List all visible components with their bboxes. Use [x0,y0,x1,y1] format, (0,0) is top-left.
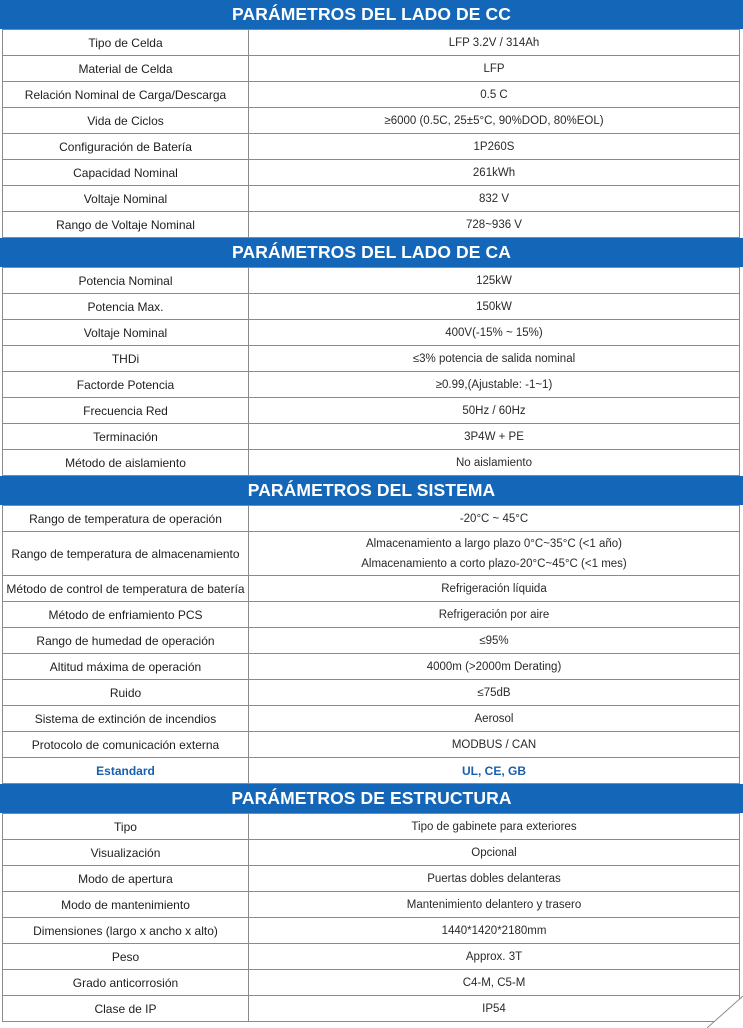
table-row [3,654,740,680]
row-label: Dimensiones (largo x ancho x alto) [3,918,249,944]
row-value: Refrigeración por aire [249,602,740,628]
table-row [3,56,740,82]
page-corner-fold-icon [707,996,743,1028]
table-row [3,840,740,866]
row-value: C4-M, C5-M [249,970,740,996]
row-label: Modo de apertura [3,866,249,892]
table-row [3,996,740,1022]
row-value: LFP [249,56,740,82]
table-row [3,134,740,160]
table-row [3,294,740,320]
section-title: PARÁMETROS DEL LADO DE CA [0,238,743,267]
row-value-line: Almacenamiento a corto plazo-20°C~45°C (<1 mes) [361,557,627,570]
row-value: ≥0.99,(Ajustable: -1~1) [249,372,740,398]
row-value: 3P4W + PE [249,424,740,450]
row-label: Peso [3,944,249,970]
table-row [3,346,740,372]
table-row [3,506,740,532]
row-value: MODBUS / CAN [249,732,740,758]
table-row [3,944,740,970]
row-label: Tipo [3,814,249,840]
table-row [3,398,740,424]
row-value: 728~936 V [249,212,740,238]
row-label: Potencia Nominal [3,268,249,294]
section-structure [0,784,743,1022]
row-label: Visualización [3,840,249,866]
table-row [3,918,740,944]
row-value: LFP 3.2V / 314Ah [249,30,740,56]
row-value: 400V(-15% ~ 15%) [249,320,740,346]
row-value: UL, CE, GB [249,758,740,784]
row-label: Rango de temperatura de operación [3,506,249,532]
row-value: -20°C ~ 45°C [249,506,740,532]
row-label: Configuración de Batería [3,134,249,160]
row-value: No aislamiento [249,450,740,476]
row-label: Capacidad Nominal [3,160,249,186]
row-value: ≤3% potencia de salida nominal [249,346,740,372]
table-row [3,160,740,186]
row-value: 1440*1420*2180mm [249,918,740,944]
table-row [3,732,740,758]
row-label: Vida de Ciclos [3,108,249,134]
table-row [3,706,740,732]
row-value: Approx. 3T [249,944,740,970]
table-row [3,186,740,212]
section-ac-side [0,238,743,476]
spec-table [2,267,740,476]
row-label: THDi [3,346,249,372]
row-label: Grado anticorrosión [3,970,249,996]
row-value: 261kWh [249,160,740,186]
row-label: Modo de mantenimiento [3,892,249,918]
section-title: PARÁMETROS DEL LADO DE CC [0,0,743,29]
table-row [3,268,740,294]
section-title: PARÁMETROS DEL SISTEMA [0,476,743,505]
table-row [3,970,740,996]
table-row [3,82,740,108]
table-row [3,576,740,602]
row-label: Tipo de Celda [3,30,249,56]
row-label: Método de enfriamiento PCS [3,602,249,628]
row-label: Voltaje Nominal [3,186,249,212]
row-value: ≤75dB [249,680,740,706]
row-value: 150kW [249,294,740,320]
row-label: Clase de IP [3,996,249,1022]
table-row [3,424,740,450]
row-label: Voltaje Nominal [3,320,249,346]
row-label: Material de Celda [3,56,249,82]
row-value: Tipo de gabinete para exteriores [249,814,740,840]
row-label: Terminación [3,424,249,450]
table-row [3,372,740,398]
row-label: Sistema de extinción de incendios [3,706,249,732]
row-label: Estandard [3,758,249,784]
row-label: Ruido [3,680,249,706]
table-row [3,30,740,56]
spec-table [2,505,740,784]
row-value: Opcional [249,840,740,866]
section-title: PARÁMETROS DE ESTRUCTURA [0,784,743,813]
table-row [3,532,740,576]
row-value [249,532,740,576]
row-label: Rango de Voltaje Nominal [3,212,249,238]
row-label: Factorde Potencia [3,372,249,398]
section-dc-side [0,0,743,238]
table-row [3,628,740,654]
row-value: 832 V [249,186,740,212]
row-label: Altitud máxima de operación [3,654,249,680]
section-system [0,476,743,784]
row-label: Relación Nominal de Carga/Descarga [3,82,249,108]
row-value: 0.5 C [249,82,740,108]
table-row [3,212,740,238]
row-value: 50Hz / 60Hz [249,398,740,424]
row-label: Rango de humedad de operación [3,628,249,654]
table-row [3,108,740,134]
table-row [3,320,740,346]
table-row [3,450,740,476]
row-value: Refrigeración líquida [249,576,740,602]
table-row [3,602,740,628]
row-value: 4000m (>2000m Derating) [249,654,740,680]
table-row [3,866,740,892]
table-row [3,680,740,706]
table-row-standard [3,758,740,784]
row-label: Método de aislamiento [3,450,249,476]
row-value: ≥6000 (0.5C, 25±5°C, 90%DOD, 80%EOL) [249,108,740,134]
row-value: Aerosol [249,706,740,732]
table-row [3,814,740,840]
row-label: Potencia Max. [3,294,249,320]
row-label: Protocolo de comunicación externa [3,732,249,758]
row-value-line: Almacenamiento a largo plazo 0°C~35°C (<1 año) [366,537,622,550]
row-value: ≤95% [249,628,740,654]
spec-table [2,29,740,238]
row-label: Frecuencia Red [3,398,249,424]
row-value: 125kW [249,268,740,294]
row-value: 1P260S [249,134,740,160]
row-value: Mantenimiento delantero y trasero [249,892,740,918]
row-value: Puertas dobles delanteras [249,866,740,892]
row-label: Método de control de temperatura de batería [3,576,249,602]
row-label: Rango de temperatura de almacenamiento [3,532,249,576]
row-value: IP54 [249,996,740,1022]
spec-table [2,813,740,1022]
table-row [3,892,740,918]
